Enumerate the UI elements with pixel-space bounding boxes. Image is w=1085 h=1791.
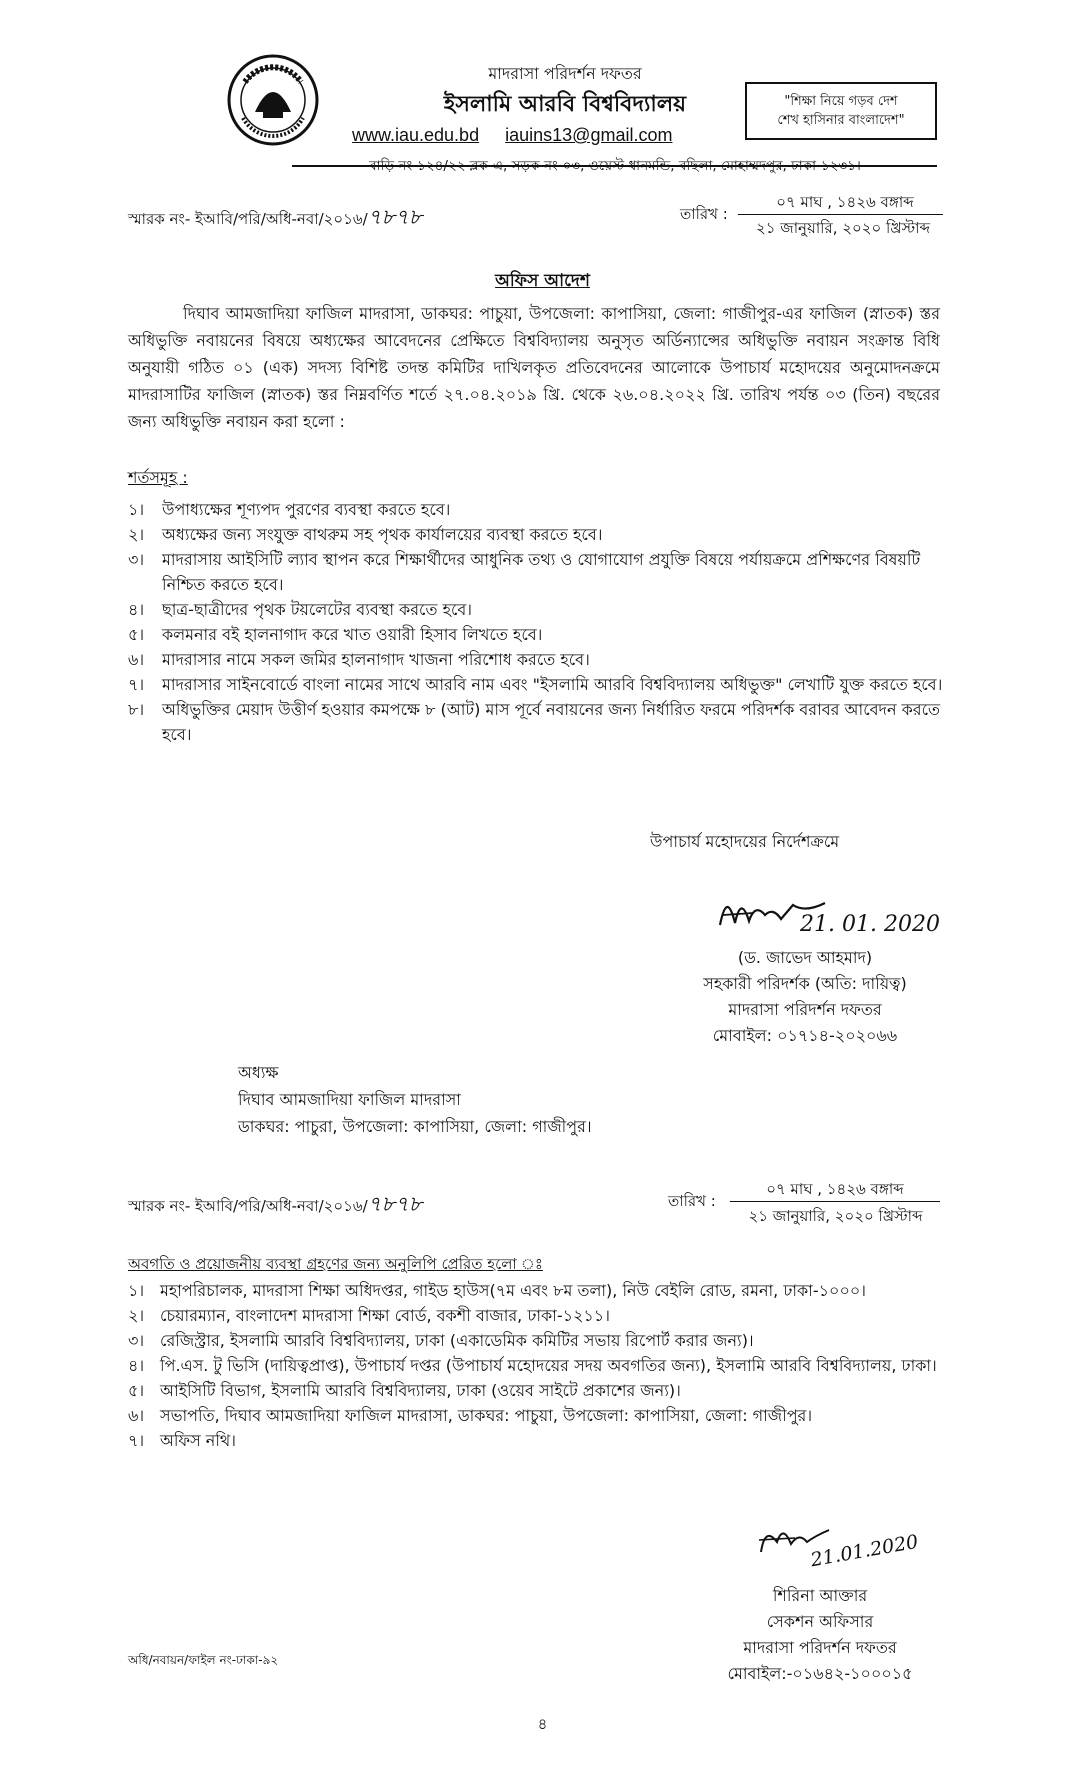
memo2-date-bangla: ০৭ মাঘ , ১৪২৬ বঙ্গাব্দ [766, 1180, 904, 1198]
signatory-2-details [690, 1583, 950, 1687]
copy-item: ৪। পি.এস. টু ভিসি (দায়িত্বপ্রাপ্ত), উপাচার্য দপ্তর (উপাচার্য মহোদয়ের সদয় অবগতির জন্য), ইসলামি আরবি বিশ্ববিদ্যালয়, ঢাকা। [128, 1356, 937, 1375]
memo2-date-english: ২১ জানুয়ারি, ২০২০ খ্রিস্টাব্দ [748, 1207, 923, 1225]
memo-reference-label: স্মারক নং- ইআবি/পরি/অধি-নবা/২০১৬/ [128, 210, 368, 228]
condition-item: ৩। মাদরাসায় আইসিটি ল্যাব স্থাপন করে শিক্ষার্থীদের আধুনিক তথ্য ও যোগাযোগ প্রযুক্তি বিষয়ে পর্যায়ক্রমে প্রশিক্ষণের বিষয়টি নিশ্চিত করতে হবে। [128, 550, 921, 594]
memo-reference [128, 205, 422, 230]
signatory-2-office: মাদরাসা পরিদর্শন দফতর [743, 1638, 897, 1657]
signature-date-2: 21.01.2020 [808, 1530, 920, 1572]
condition-item: ৬। মাদরাসার নামে সকল জমির হালনাগাদ খাজনা পরিশোধ করতে হবে। [128, 650, 590, 669]
condition-item: ২। অধ্যক্ষের জন্য সংযুক্ত বাথরুম সহ পৃথক কার্যালয়ের ব্যবস্থা করতে হবে। [128, 525, 603, 544]
signatory-1-details [660, 945, 950, 1049]
file-reference: অধি/নবায়ন/ফাইল নং-ঢাকা-৯২ [128, 1653, 279, 1667]
email-link[interactable]: iauins13@gmail.com [505, 125, 673, 145]
recipient-institution: দিঘাব আমজাদিয়া ফাজিল মাদরাসা [238, 1090, 461, 1109]
university-name: ইসলামি আরবি বিশ্ববিদ্যালয় [443, 92, 687, 117]
condition-item: ৭। মাদরাসার সাইনবোর্ডে বাংলা নামের সাথে আরবি নাম এবং "ইসলামি আরবি বিশ্ববিদ্যালয় অধিভুক্ত" লেখাটি যুক্ত করতে হবে। [128, 675, 943, 694]
condition-item: ৮। অধিভুক্তির মেয়াদ উত্তীর্ণ হওয়ার কমপক্ষে ৮ (আট) মাস পূর্বে নবায়নের জন্য নির্ধারিত ফরমে পরিদর্শক বরাবর আবেদন করতে হবে। [128, 700, 941, 744]
copy-item: ৭। অফিস নথি। [128, 1431, 236, 1450]
memo2-date-label: তারিখ : [668, 1192, 716, 1210]
signatory-1-mobile: মোবাইল: ০১৭১৪-২০২০৬৬ [712, 1026, 898, 1045]
copy-item: ১। মহাপরিচালক, মাদরাসা শিক্ষা অধিদপ্তর, গাইড হাউস(৭ম এবং ৮ম তলা), নিউ বেইলি রোড, রমনা, ঢাকা-১০০০। [128, 1281, 866, 1300]
university-logo [225, 52, 321, 148]
copy-item: ২। চেয়ারম্যান, বাংলাদেশ মাদরাসা শিক্ষা বোর্ড, বকশী বাজার, ঢাকা-১২১১। [128, 1306, 610, 1325]
condition-item: ৫। কলমনার বই হালনাগাদ করে খাত ওয়ারী হিসাব লিখতে হবে। [128, 625, 543, 644]
date2-divider [730, 1201, 940, 1202]
motto-box [745, 82, 937, 140]
motto-line-2: শেখ হাসিনার বাংলাদেশ" [777, 113, 905, 128]
signatory-2-name: শিরিনা আক্তার [772, 1586, 868, 1605]
copy-item: ৫। আইসিটি বিভাগ, ইসলামি আরবি বিশ্ববিদ্যালয়, ঢাকা (ওয়েব সাইটে প্রকাশের জন্য)। [128, 1381, 681, 1400]
memo-date-english: ২১ জানুয়ারি, ২০২০ খ্রিস্টাব্দ [756, 219, 930, 237]
signatory-2-title: সেকশন অফিসার [766, 1612, 874, 1631]
conditions-heading: শর্তসমূহ : [128, 468, 188, 487]
memo2-reference [128, 1192, 422, 1217]
signature-date-1: 21. 01. 2020 [800, 912, 940, 937]
website-link[interactable]: www.iau.edu.bd [352, 125, 480, 145]
order-paragraph: দিঘাব আমজাদিয়া ফাজিল মাদরাসা, ডাকঘর: পাচুয়া, উপজেলা: কাপাসিয়া, জেলা: গাজীপুর-এর ফাজিল (স্নাতক) স্তর অধিভুক্তি নবায়নের বিষয়ে অধ্যক্ষের আবেদনের প্রেক্ষিতে বিশ্ববিদ্যালয় অনুসৃত অর্ডিন্যান্সের অধিভুক্তি নবায়ন সংক্রান্ত বিধি অনুযায়ী গঠিত ০১ (এক) সদস্য বিশিষ্ট তদন্ত কমিটির দাখিলকৃত প্রতিবেদনের আলোকে উপাচার্য মহোদয়ের অনুমোদনক্রমে মাদরাসাটির ফাজিল (স্নাতক) স্তর নিম্নবর্ণিত শর্তে ২৭.০৪.২০১৯ খ্রি. থেকে ২৬.০৪.২০২২ খ্রি. তারিখ পর্যন্ত ০৩ (তিন) বছরের জন্য অধিভুক্তি নবায়ন করা হলো : [128, 304, 940, 431]
condition-item: ১। উপাধ্যক্ষের শূণ্যপদ পুরণের ব্যবস্থা করতে হবে। [128, 500, 451, 519]
copy-item: ৬। সভাপতি, দিঘাব আমজাদিয়া ফাজিল মাদরাসা, ডাকঘর: পাচুয়া, উপজেলা: কাপাসিয়া, জেলা: গাজীপুর। [128, 1406, 813, 1425]
office-name: মাদরাসা পরিদর্শন দফতর [488, 64, 642, 83]
date-divider [738, 214, 943, 215]
page-number: ৪ [537, 1715, 548, 1733]
signatory-1-office: মাদরাসা পরিদর্শন দফতর [728, 1000, 882, 1019]
signatory-1-name: (ড. জাভেদ আহমাদ) [737, 948, 873, 967]
signatory-2-mobile: মোবাইল:-০১৬৪২-১০০০১৫ [727, 1664, 913, 1683]
order-title: অফিস আদেশ [495, 271, 590, 291]
signatory-1-title: সহকারী পরিদর্শক (অতি: দায়িত্ব) [703, 974, 907, 993]
recipient-address: ডাকঘর: পাচুরা, উপজেলা: কাপাসিয়া, জেলা: গাজীপুর। [238, 1117, 592, 1136]
memo-date-label: তারিখ : [680, 205, 728, 223]
memo2-reference-number: ৭৮৭৮ [367, 1192, 423, 1216]
recipient-designation: অধ্যক্ষ [238, 1063, 279, 1082]
memo2-reference-label: স্মারক নং- ইআবি/পরি/অধি-নবা/২০১৬/ [128, 1197, 368, 1215]
memo-reference-number: ৭৮৭৮ [367, 205, 423, 229]
memo-date-bangla: ০৭ মাঘ , ১৪২৬ বঙ্গাব্দ [776, 193, 914, 211]
condition-item: ৪। ছাত্র-ছাত্রীদের পৃথক টয়লেটের ব্যবস্থা করতে হবে। [128, 600, 473, 619]
copy-item: ৩। রেজিস্ট্রার, ইসলামি আরবি বিশ্ববিদ্যালয়, ঢাকা (একাডেমিক কমিটির সভায় রিপোর্ট করার জন্য)। [128, 1331, 754, 1350]
motto-line-1: "শিক্ষা নিয়ে গড়ব দেশ [784, 93, 898, 109]
copies-list [128, 1278, 943, 1453]
conditions-list [128, 497, 943, 747]
directive-line: উপাচার্য মহোদয়ের নির্দেশক্রমে [650, 832, 840, 851]
address: বাড়ি নং-১২৪/২২ ব্লক-এ, সড়ক নং-০৩, ওয়েস্ট ধানমন্ডি, বছিলা, মোহাম্মদপুর, ঢাকা-১২৩১। [369, 158, 861, 174]
copies-heading: অবগতি ও প্রয়োজনীয় ব্যবস্থা গ্রহণের জন্য অনুলিপি প্রেরিত হলো ঃ [128, 1255, 543, 1273]
